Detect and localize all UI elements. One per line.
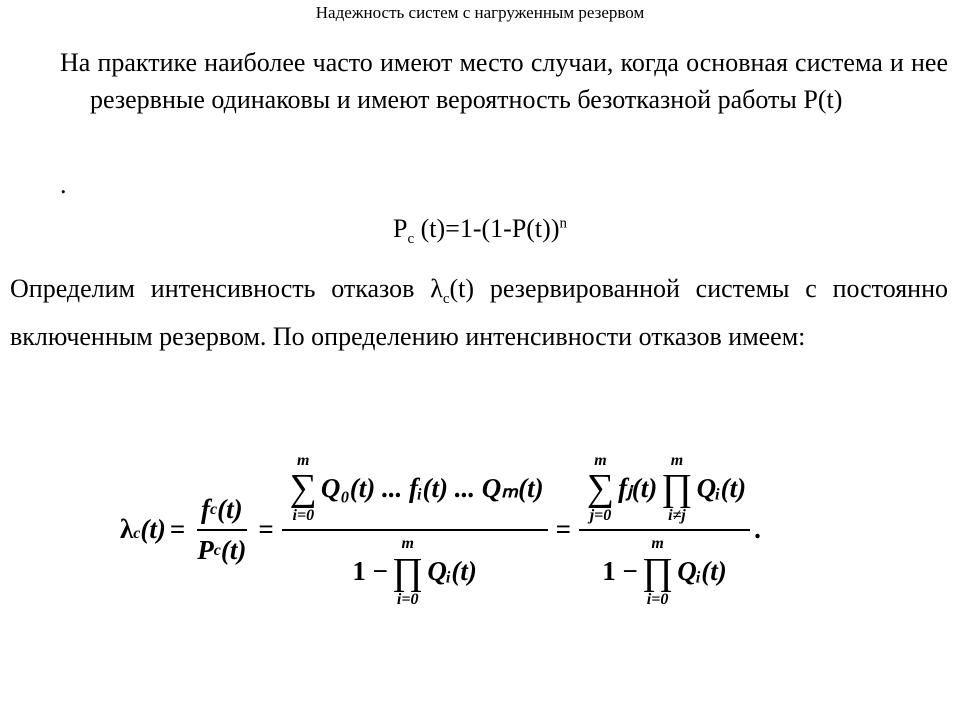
formula-period: .	[754, 514, 761, 545]
paragraph-intro: На практике наиболее часто имеют место случаи, когда основная система и нее резервные одинаковы и имеют вероятность безотказной работы P(t)	[60, 48, 948, 114]
equals-sign: =	[258, 514, 274, 545]
stray-dot: .	[60, 170, 67, 199]
formula-failure-rate	[120, 440, 860, 620]
fraction-sum-expanded: m ∑ i=0 Q₀(t) ... fᵢ(t) ... Qₘ(t) 1 − m ∏ i=0 Qᵢ(t)	[282, 452, 548, 608]
slide-title: Надежность систем с нагруженным резервом	[315, 3, 645, 22]
formula-system-reliability: $P_c$ $(t)=1-(1-P(t))^n$	[393, 214, 567, 248]
paragraph-definition: Определим интенсивность отказов $\lambda_c(t)$ резервированной системы с постоянно включенным резервом. По определению интенсивности отказов имеем:	[10, 274, 948, 352]
fraction-fc-pc: f c (t) P c (t)	[197, 493, 247, 565]
fraction-sum-product: m ∑ j=0 fⱼ(t) m ∏ i≠j Qᵢ(t) 1 − m ∏ i=0 Qᵢ(t)	[579, 452, 750, 608]
equals-sign: =	[555, 514, 571, 545]
lhs-lambda: λc(t)	[120, 514, 166, 545]
equals-sign: =	[169, 514, 186, 545]
